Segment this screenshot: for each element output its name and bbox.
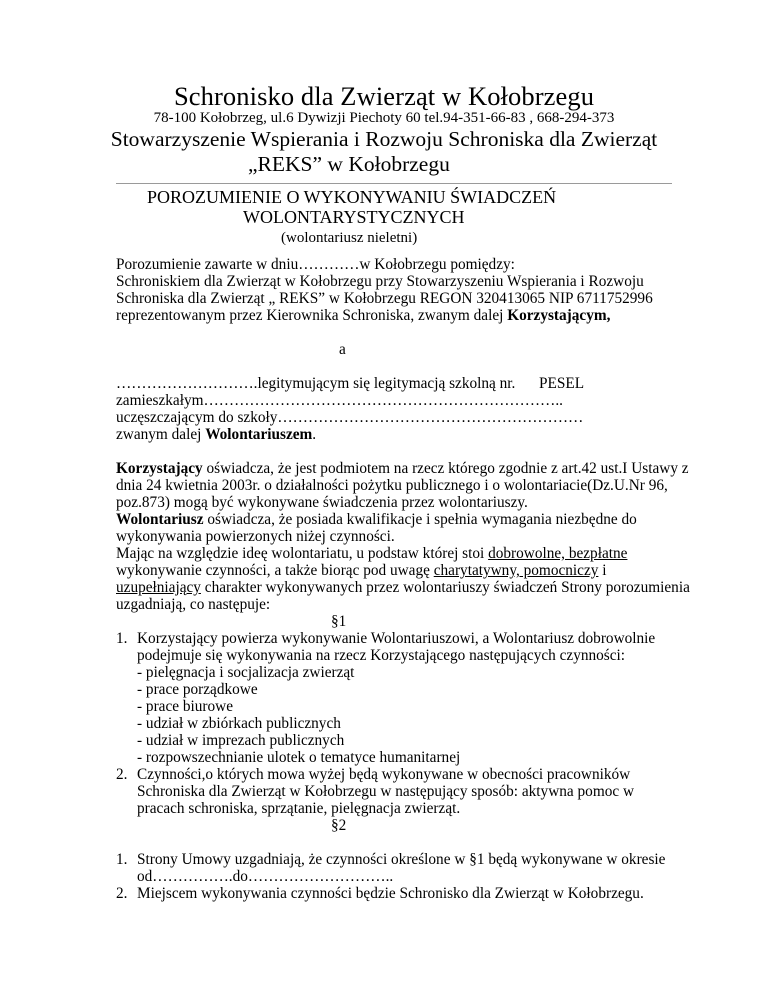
task-item: - prace porządkowe	[137, 681, 258, 698]
list-item-text: Schroniska dla Zwierząt w Kołobrzegu w następujący sposób: aktywna pomoc w	[137, 783, 635, 800]
section-heading: §2	[331, 817, 347, 834]
volunteer-line	[116, 426, 316, 443]
volunteer-text: .	[312, 426, 317, 443]
term-korzystajacy: Korzystający	[116, 460, 203, 477]
volunteer-text: zwanym dalej	[116, 426, 206, 443]
pesel-label: PESEL	[539, 375, 585, 392]
intro-text: reprezentowanym przez Kierownika Schroniska, zwanym dalej	[116, 307, 508, 324]
party-wolontariusz: Wolontariuszem	[205, 426, 313, 443]
task-item: - rozpowszechnianie ulotek o tematyce humanitarnej	[137, 749, 461, 766]
header-divider	[116, 183, 672, 184]
underlined-term: uzupełniający	[116, 579, 201, 596]
body-line: wykonywania powierzonych niżej czynności.	[116, 528, 395, 545]
list-item-text: od…………….do………………………..	[137, 868, 394, 885]
body-text: i	[598, 562, 607, 579]
body-line	[116, 511, 637, 528]
list-number: 2.	[116, 766, 128, 783]
intro-line	[116, 307, 610, 324]
list-number: 1.	[116, 630, 128, 647]
body-line: uzgadniają, co następuje:	[116, 596, 271, 613]
volunteer-line: uczęszczającym do szkoły……………………………………………………	[116, 409, 584, 426]
document-title-line2: WOLONTARYSTYCZNYCH	[243, 207, 465, 227]
underlined-term: dobrowolne, bezpłatne	[488, 545, 628, 562]
body-text: charakter wykonywanych przez wolontariuszy świadczeń Strony porozumienia	[200, 579, 690, 596]
volunteer-line: ……………………….legitymującym się legitymacją szkolną nr.	[116, 375, 516, 392]
list-number: 1.	[116, 851, 128, 868]
body-text: oświadcza, że jest podmiotem na rzecz którego zgodnie z art.42 ust.I Ustawy z	[202, 460, 689, 477]
list-item-text: Czynności,o których mowa wyżej będą wykonywane w obecności pracowników	[137, 766, 631, 783]
party-korzystajacy: Korzystającym,	[507, 307, 611, 324]
body-line	[116, 562, 606, 579]
intro-line: Schroniska dla Zwierząt „ REKS” w Kołobrzegu REGON 320413065 NIP 6711752996	[116, 290, 653, 307]
document-subtitle: (wolontariusz nieletni)	[281, 230, 418, 246]
body-text: oświadcza, że posiada kwalifikacje i spełnia wymagania niezbędne do	[203, 511, 637, 528]
body-text: Mając na względzie ideę wolontariatu, u podstaw której stoi	[116, 545, 489, 562]
conjunction: a	[339, 341, 346, 358]
intro-line: Schroniskiem dla Zwierząt w Kołobrzegu przy Stowarzyszeniu Wspierania i Rozwoju	[116, 273, 644, 290]
volunteer-line: zamieszkałym……………………………………………………………..	[116, 392, 563, 409]
intro-line: Porozumienie zawarte w dniu…………w Kołobrzegu pomiędzy:	[116, 256, 515, 273]
body-line	[116, 545, 627, 562]
term-wolontariusz: Wolontariusz	[116, 511, 204, 528]
list-item-text: podejmuje się wykonywania na rzecz Korzystającego następujących czynności:	[137, 647, 626, 664]
task-item: - prace biurowe	[137, 698, 233, 715]
body-line	[116, 460, 689, 477]
association-name-cont: „REKS” w Kołobrzegu	[248, 152, 450, 176]
underlined-term: charytatywny, pomocniczy	[433, 562, 599, 579]
task-item: - udział w zbiórkach publicznych	[137, 715, 341, 732]
body-line: dnia 24 kwietnia 2003r. o działalności pożytku publicznego i o wolontariacie(Dz.U.Nr 96,	[116, 477, 668, 494]
list-item-text: Korzystający powierza wykonywanie Wolontariuszowi, a Wolontariusz dobrowolnie	[137, 630, 656, 647]
section-heading: §1	[331, 613, 347, 630]
list-item-text: Strony Umowy uzgadniają, że czynności określone w §1 będą wykonywane w okresie	[137, 851, 666, 868]
body-line	[116, 579, 690, 596]
task-item: - udział w imprezach publicznych	[137, 732, 345, 749]
shelter-address: 78-100 Kołobrzeg, ul.6 Dywizji Piechoty 60 tel.94-351-66-83 , 668-294-373	[153, 110, 615, 126]
association-name: Stowarzyszenie Wspierania i Rozwoju Schroniska dla Zwierząt	[110, 127, 658, 151]
list-item-text: Miejscem wykonywania czynności będzie Schronisko dla Zwierząt w Kołobrzegu.	[137, 885, 644, 902]
document-title-line1: POROZUMIENIE O WYKONYWANIU ŚWIADCZEŃ	[147, 187, 557, 207]
list-number: 2.	[116, 885, 128, 902]
list-item-text: pracach schroniska, sprzątanie, pielęgnacja zwierząt.	[137, 800, 461, 817]
body-text: wykonywanie czynności, a także biorąc pod uwagę	[116, 562, 434, 579]
task-item: - pielęgnacja i socjalizacja zwierząt	[137, 664, 355, 681]
body-line: poz.873) mogą być wykonywane świadczenia przez wolontariuszy.	[116, 494, 528, 511]
shelter-title: Schronisko dla Zwierząt w Kołobrzegu	[173, 81, 595, 111]
